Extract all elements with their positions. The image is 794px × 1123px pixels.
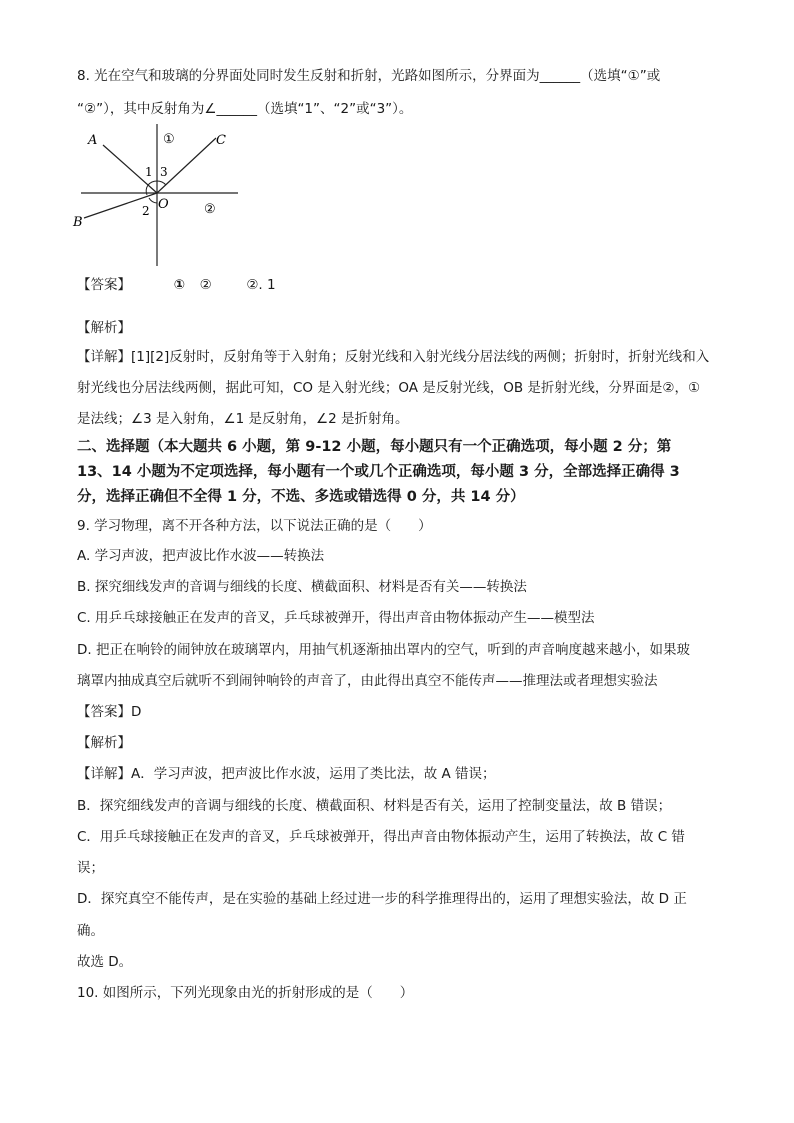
q9-detail-d-line-2: 确。 bbox=[77, 923, 104, 939]
label-circled-2: ② bbox=[204, 202, 216, 217]
q9-conclusion: 故选 D。 bbox=[77, 954, 133, 970]
light-path-diagram bbox=[68, 124, 248, 269]
q8-answer-tag: 【答案】 bbox=[77, 277, 131, 293]
q8-detail-line-3: 是法线；∠3 是入射角，∠1 是反射角，∠2 是折射角。 bbox=[77, 411, 409, 427]
q8-stem-line-1: 8. 光在空气和玻璃的分界面处同时发生反射和折射，光路如图所示，分界面为______（选填“①”或 bbox=[77, 68, 661, 84]
label-3: 3 bbox=[160, 165, 168, 179]
q9-option-b: B. 探究细线发声的音调与细线的长度、横截面积、材料是否有关——转换法 bbox=[77, 579, 527, 595]
angle-arc-3 bbox=[157, 181, 166, 185]
q8-answer-2: ② bbox=[199, 277, 212, 293]
q9-option-c: C. 用乒乓球接触正在发声的音叉，乒乓球被弹开，得出声音由物体振动产生——模型法 bbox=[77, 610, 595, 626]
q8-analysis-tag: 【解析】 bbox=[77, 320, 131, 336]
label-a: A bbox=[88, 133, 98, 148]
angle-arc-1 bbox=[148, 181, 157, 185]
q9-detail-d-line-1: D．探究真空不能传声，是在实验的基础上经过进一步的科学推理得出的，运用了理想实验法，故 D 正 bbox=[77, 891, 687, 907]
q9-option-a: A. 学习声波，把声波比作水波——转换法 bbox=[77, 548, 325, 564]
section-2-heading-line-2: 13、14 小题为不定项选择，每小题有一个或几个正确选项，每小题 3 分，全部选择正确得 3 bbox=[77, 464, 680, 480]
q9-analysis-tag: 【解析】 bbox=[77, 735, 131, 751]
label-o: O bbox=[158, 197, 169, 212]
label-1: 1 bbox=[145, 165, 153, 179]
q8-answer-3: ②. 1 bbox=[246, 277, 276, 293]
q8-answer-1: ① bbox=[173, 277, 186, 293]
q8-answer bbox=[77, 275, 276, 295]
q8-detail-line-2: 射光线也分居法线两侧，据此可知，CO 是入射光线；OA 是反射光线，OB 是折射光线，分界面是②，① bbox=[77, 380, 701, 396]
label-circled-1: ① bbox=[163, 132, 175, 147]
q8-stem-line-2: “②”），其中反射角为∠______（选填“1”、“2”或“3”）。 bbox=[77, 101, 413, 117]
q9-stem: 9. 学习物理，离不开各种方法，以下说法正确的是（ ） bbox=[77, 518, 432, 534]
q9-answer: 【答案】D bbox=[77, 704, 142, 720]
angle-arc-2 bbox=[149, 198, 157, 203]
section-2-heading-line-3: 分，选择正确但不全得 1 分，不选、多选或错选得 0 分，共 14 分） bbox=[77, 489, 525, 505]
q9-option-d-line-2: 璃罩内抽成真空后就听不到闹钟响铃的声音了，由此得出真空不能传声——推理法或者理想实验法 bbox=[77, 673, 658, 689]
q8-detail-line-1: 【详解】[1][2]反射时，反射角等于入射角；反射光线和入射光线分居法线的两侧；折射时，折射光线和入 bbox=[77, 349, 710, 365]
q9-option-d-line-1: D. 把正在响铃的闹钟放在玻璃罩内，用抽气机逐渐抽出罩内的空气，听到的声音响度越来越小，如果玻 bbox=[77, 642, 690, 658]
q10-stem: 10. 如图所示，下列光现象由光的折射形成的是（ ） bbox=[77, 985, 414, 1001]
q9-detail-b: B．探究细线发声的音调与细线的长度、横截面积、材料是否有关，运用了控制变量法，故 B 错误； bbox=[77, 798, 672, 814]
label-b: B bbox=[73, 215, 83, 230]
section-2-heading-line-1: 二、选择题（本大题共 6 小题，第 9-12 小题，每小题只有一个正确选项，每小题 2 分；第 bbox=[77, 439, 672, 455]
q9-detail-c-line-1: C．用乒乓球接触正在发声的音叉，乒乓球被弹开，得出声音由物体振动产生，运用了转换法，故 C 错 bbox=[77, 829, 685, 845]
q9-detail-a: 【详解】A．学习声波，把声波比作水波，运用了类比法，故 A 错误； bbox=[77, 766, 496, 782]
label-2: 2 bbox=[142, 204, 150, 218]
label-c: C bbox=[216, 133, 226, 148]
q9-detail-c-line-2: 误； bbox=[77, 860, 104, 876]
